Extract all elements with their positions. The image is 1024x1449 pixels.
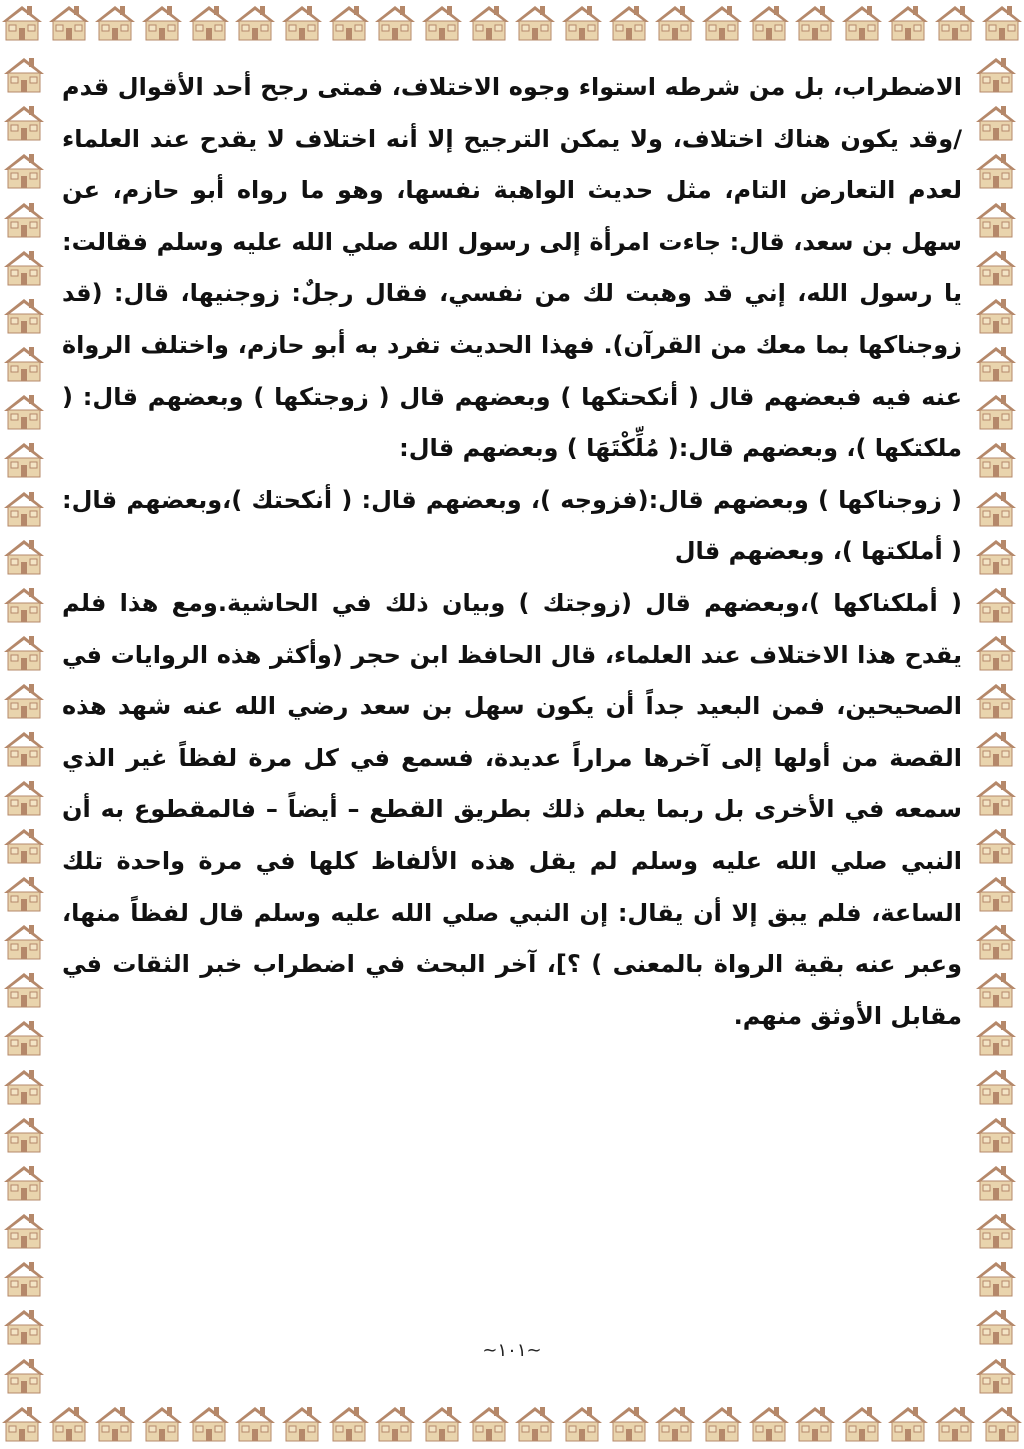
house-icon	[140, 1401, 184, 1445]
house-icon	[2, 341, 46, 385]
house-icon	[2, 437, 46, 481]
house-icon	[373, 1401, 417, 1445]
house-icon	[747, 1401, 791, 1445]
house-icon	[2, 919, 46, 963]
house-icon	[140, 0, 184, 44]
house-icon	[700, 0, 744, 44]
house-icon	[0, 1401, 44, 1445]
house-icon	[974, 534, 1018, 578]
house-icon	[974, 1208, 1018, 1252]
house-icon	[974, 1112, 1018, 1156]
house-icon	[560, 1401, 604, 1445]
house-icon	[2, 967, 46, 1011]
left-border	[2, 52, 50, 1397]
house-icon	[373, 0, 417, 44]
paragraph-3: ( أملكناكها )،وبعضهم قال (زوجتك ) وبيان ذلك في الحاشية.ومع هذا فلم يقدح هذا الاختلاف عند العلماء، قال الحافظ ابن حجر (وأكثر هذه الروايات في الصحيحين، فمن البعيد جداً أن يكون سهل بن سعد رضي الله عنه شهد هذه القصة من أولها إلى آخرها مراراً عديدة، فسمع في كل مرة لفظاً غير الذي سمعه في الأخرى بل ربما يعلم ذلك بطريق القطع – أيضاً – فالمقطوع به أن النبي صلي الله عليه وسلم لم يقل هذه الألفاظ كلها في مرة واحدة تلك الساعة، فلم يبق إلا أن يقال: إن النبي صلي الله عليه وسلم قال لفظاً منها، وعبر عنه بقية الرواة بالمعنى ) ؟]، آخر البحث في اضطراب خبر الثقات في مقابل الأوثق منهم.	[62, 588, 962, 1030]
house-icon	[233, 0, 277, 44]
house-icon	[607, 1401, 651, 1445]
house-icon	[747, 0, 791, 44]
house-icon	[974, 245, 1018, 289]
house-icon	[974, 823, 1018, 867]
house-icon	[974, 1256, 1018, 1300]
house-icon	[974, 582, 1018, 626]
house-icon	[840, 0, 884, 44]
house-icon	[840, 1401, 884, 1445]
house-icon	[467, 0, 511, 44]
house-icon	[886, 0, 930, 44]
house-icon	[2, 534, 46, 578]
bottom-border	[0, 1401, 1024, 1449]
house-icon	[187, 1401, 231, 1445]
house-icon	[974, 630, 1018, 674]
house-icon	[974, 726, 1018, 770]
house-icon	[327, 1401, 371, 1445]
house-icon	[980, 0, 1024, 44]
house-icon	[974, 1160, 1018, 1204]
house-icon	[233, 1401, 277, 1445]
house-icon	[2, 678, 46, 722]
house-icon	[2, 775, 46, 819]
house-icon	[2, 823, 46, 867]
house-icon	[980, 1401, 1024, 1445]
paragraph-2: ( زوجناكها ) وبعضهم قال:(فزوجه )، وبعضهم قال: ( أنكحتك )،وبعضهم قال: ( أملكتها )، وبعضهم قال	[62, 485, 962, 566]
house-icon	[886, 1401, 930, 1445]
house-icon	[2, 52, 46, 96]
house-icon	[2, 1015, 46, 1059]
house-icon	[974, 100, 1018, 144]
house-icon	[700, 1401, 744, 1445]
house-icon	[2, 582, 46, 626]
house-icon	[2, 1112, 46, 1156]
house-icon	[327, 0, 371, 44]
house-icon	[974, 52, 1018, 96]
house-icon	[2, 389, 46, 433]
house-icon	[653, 1401, 697, 1445]
house-icon	[2, 630, 46, 674]
house-icon	[2, 1064, 46, 1108]
house-icon	[974, 437, 1018, 481]
house-icon	[513, 0, 557, 44]
house-icon	[420, 0, 464, 44]
house-icon	[933, 0, 977, 44]
house-icon	[513, 1401, 557, 1445]
house-icon	[974, 197, 1018, 241]
house-icon	[187, 0, 231, 44]
right-border	[974, 52, 1022, 1397]
house-icon	[0, 0, 44, 44]
house-icon	[280, 0, 324, 44]
house-icon	[93, 1401, 137, 1445]
house-icon	[793, 1401, 837, 1445]
house-icon	[653, 0, 697, 44]
house-icon	[2, 871, 46, 915]
house-icon	[47, 0, 91, 44]
page-number: ~١٠١~	[482, 1340, 542, 1361]
house-icon	[974, 871, 1018, 915]
house-icon	[974, 775, 1018, 819]
house-icon	[607, 0, 651, 44]
house-icon	[974, 678, 1018, 722]
house-icon	[420, 1401, 464, 1445]
house-icon	[974, 389, 1018, 433]
house-icon	[2, 1256, 46, 1300]
house-icon	[974, 486, 1018, 530]
house-icon	[2, 1208, 46, 1252]
house-icon	[2, 100, 46, 144]
house-icon	[974, 341, 1018, 385]
house-icon	[47, 1401, 91, 1445]
house-icon	[974, 293, 1018, 337]
house-icon	[974, 1064, 1018, 1108]
house-icon	[2, 726, 46, 770]
house-icon	[2, 148, 46, 192]
house-icon	[2, 486, 46, 530]
house-icon	[2, 293, 46, 337]
house-icon	[2, 1160, 46, 1204]
top-border	[0, 0, 1024, 48]
house-icon	[793, 0, 837, 44]
paragraph-1: الاضطراب، بل من شرطه استواء وجوه الاختلاف، فمتى رجح أحد الأقوال قدم /وقد يكون هناك اختلاف، ولا يمكن الترجيح إلا أنه اختلاف لا يقدح عند العلماء لعدم التعارض التام، مثل حديث الواهبة نفسها، وهو ما رواه أبو حازم، عن سهل بن سعد، قال: جاءت امرأة إلى رسول الله صلي الله عليه وسلم فقالت: يا رسول الله، إني قد وهبت لك من نفسي، فقال رجلٌ: زوجنيها، قال: (قد زوجناكها بما معك من القرآن). فهذا الحديث تفرد به أبو حازم، واختلف الرواة عنه فيه فبعضهم قال ( أنكحتكها ) وبعضهم قال ( زوجتكها ) وبعضهم قال: ( ملكتكها )، وبعضهم قال:( مُلِّكْتَهَا ) وبعضهم قال:	[62, 73, 962, 463]
house-icon	[2, 245, 46, 289]
house-icon	[974, 919, 1018, 963]
house-icon	[2, 197, 46, 241]
house-icon	[560, 0, 604, 44]
house-icon	[467, 1401, 511, 1445]
page-body	[62, 62, 962, 1042]
house-icon	[974, 967, 1018, 1011]
house-icon	[93, 0, 137, 44]
house-icon	[974, 148, 1018, 192]
house-icon	[974, 1015, 1018, 1059]
house-icon	[933, 1401, 977, 1445]
house-icon	[280, 1401, 324, 1445]
